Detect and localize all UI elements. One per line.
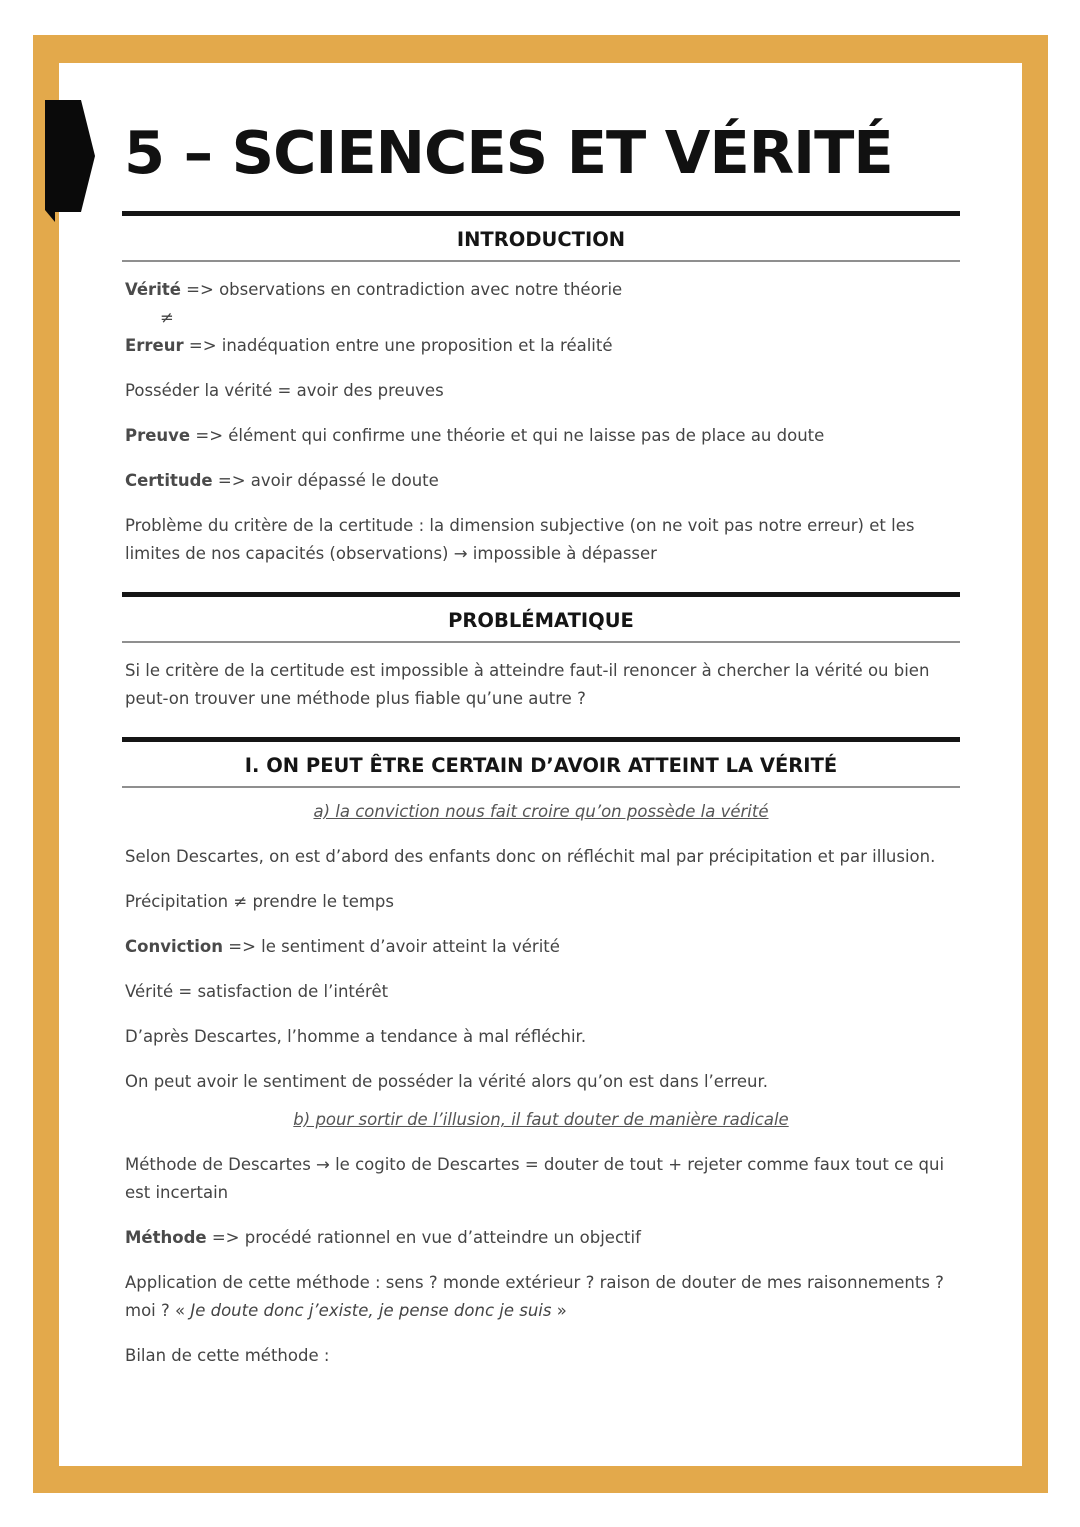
paragraph-application bbox=[122, 1269, 960, 1325]
page-title: 5 – SCIENCES ET VÉRITÉ bbox=[124, 118, 893, 187]
definition-text: => avoir dépassé le doute bbox=[212, 471, 439, 490]
cogito-quote: Je doute donc j’existe, je pense donc je suis bbox=[190, 1301, 552, 1320]
term: Preuve bbox=[125, 426, 191, 445]
statement-posseder: Posséder la vérité = avoir des preuves bbox=[125, 381, 444, 400]
paragraph-probleme: Problème du critère de la certitude : la dimension subjective (on ne voit pas notre erreur) et les limites de nos capacités (observations) → impossible à dépasser bbox=[125, 516, 915, 563]
paragraph-problematique: Si le critère de la certitude est impossible à atteindre faut-il renoncer à chercher la vérité ou bien peut-on trouver une méthode plus fiable qu’une autre ? bbox=[125, 661, 930, 708]
section-title: PROBLÉMATIQUE bbox=[448, 609, 634, 632]
term: Vérité bbox=[125, 280, 181, 299]
term: Méthode bbox=[125, 1228, 207, 1247]
definition-certitude bbox=[122, 467, 960, 495]
definition-text: => procédé rationnel en vue d’atteindre un objectif bbox=[206, 1228, 641, 1247]
definition-conviction bbox=[122, 933, 960, 961]
term: Certitude bbox=[125, 471, 213, 490]
divider bbox=[122, 260, 960, 262]
section-title: I. ON PEUT ÊTRE CERTAIN D’AVOIR ATTEINT LA VÉRITÉ bbox=[244, 754, 838, 777]
section-header-problematique bbox=[122, 592, 960, 643]
section-header-introduction bbox=[122, 211, 960, 262]
section-header-part-1 bbox=[122, 737, 960, 788]
term: Conviction bbox=[125, 937, 224, 956]
document-body bbox=[122, 211, 960, 1370]
paragraph-descartes-enfants: Selon Descartes, on est d’abord des enfants donc on réfléchit mal par précipitation et par illusion. bbox=[125, 847, 936, 866]
definition-text: => le sentiment d’avoir atteint la vérité bbox=[223, 937, 560, 956]
definition-preuve bbox=[122, 422, 960, 450]
statement-homme: D’après Descartes, l’homme a tendance à mal réfléchir. bbox=[125, 1027, 587, 1046]
definition-methode bbox=[122, 1224, 960, 1252]
subheading-b: b) pour sortir de l’illusion, il faut douter de manière radicale bbox=[293, 1110, 789, 1129]
application-text: Application de cette méthode : sens ? monde extérieur ? raison de douter de mes raisonnements ? moi ? « bbox=[125, 1273, 944, 1320]
term: Erreur bbox=[125, 336, 184, 355]
definition-erreur bbox=[122, 332, 960, 360]
paragraph-methode-descartes: Méthode de Descartes → le cogito de Descartes = douter de tout + rejeter comme faux tout ce qui est incertain bbox=[125, 1155, 945, 1202]
statement-sentiment: On peut avoir le sentiment de posséder la vérité alors qu’on est dans l’erreur. bbox=[125, 1072, 768, 1091]
divider bbox=[122, 786, 960, 788]
statement-verite-interet: Vérité = satisfaction de l’intérêt bbox=[125, 982, 389, 1001]
definition-verite bbox=[122, 276, 960, 304]
subheading-a: a) la conviction nous fait croire qu’on possède la vérité bbox=[313, 802, 769, 821]
definition-text: => observations en contradiction avec notre théorie bbox=[180, 280, 623, 299]
section-title: INTRODUCTION bbox=[456, 228, 626, 251]
definition-text: => inadéquation entre une proposition et la réalité bbox=[183, 336, 613, 355]
statement-precipitation: Précipitation ≠ prendre le temps bbox=[125, 892, 394, 911]
quote-end: » bbox=[551, 1301, 567, 1320]
title-marker-icon bbox=[45, 100, 97, 222]
not-equal-sign: ≠ bbox=[160, 308, 174, 327]
statement-bilan: Bilan de cette méthode : bbox=[125, 1346, 330, 1365]
divider bbox=[122, 641, 960, 643]
definition-text: => élément qui confirme une théorie et qui ne laisse pas de place au doute bbox=[190, 426, 825, 445]
